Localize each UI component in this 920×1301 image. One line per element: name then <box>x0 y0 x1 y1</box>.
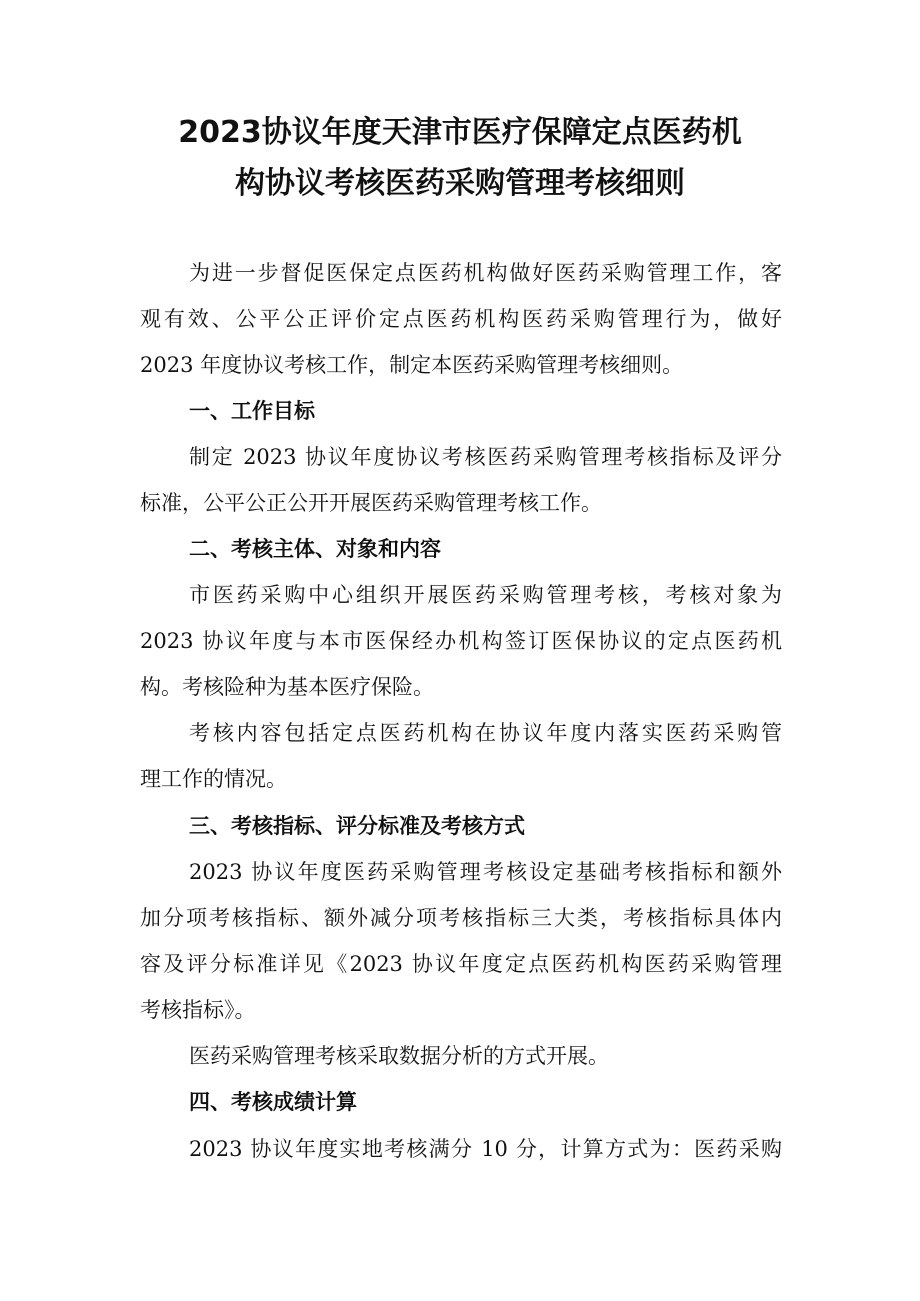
section-3-paragraph-line: 加分项考核指标、额外减分项考核指标三大类，考核指标具体内 <box>140 906 782 930</box>
section-2-paragraph-line: 考核内容包括定点医药机构在协议年度内落实医药采购管 <box>189 721 782 745</box>
section-3-paragraph-line: 2023 协议年度医药采购管理考核设定基础考核指标和额外 <box>189 860 782 884</box>
intro-paragraph-line: 2023 年度协议考核工作，制定本医药采购管理考核细则。 <box>140 353 684 377</box>
section-1-paragraph-line: 标准，公平公正公开开展医药采购管理考核工作。 <box>140 491 602 515</box>
intro-paragraph-line: 为进一步督促医保定点医药机构做好医药采购管理工作，客 <box>189 261 782 285</box>
section-2-paragraph-line: 构。考核险种为基本医疗保险。 <box>140 675 434 699</box>
section-1-heading: 一、工作目标 <box>189 399 315 423</box>
document-title-line-2: 构协议考核医药采购管理考核细则 <box>235 166 685 201</box>
section-2-paragraph-line: 理工作的情况。 <box>140 767 287 791</box>
section-4-heading: 四、考核成绩计算 <box>189 1090 357 1114</box>
section-3-paragraph-line: 医药采购管理考核采取数据分析的方式开展。 <box>189 1044 609 1068</box>
document-title-line-1: 2023协议年度天津市医疗保障定点医药机 <box>178 115 742 150</box>
section-2-heading: 二、考核主体、对象和内容 <box>189 537 441 561</box>
section-3-paragraph-line: 容及评分标准详见《2023 协议年度定点医药机构医药采购管理 <box>140 952 782 976</box>
section-2-paragraph-line: 市医药采购中心组织开展医药采购管理考核，考核对象为 <box>189 583 782 607</box>
section-2-paragraph-line: 2023 协议年度与本市医保经办机构签订医保协议的定点医药机 <box>140 629 782 653</box>
section-3-heading: 三、考核指标、评分标准及考核方式 <box>189 814 525 838</box>
section-1-paragraph-line: 制定 2023 协议年度协议考核医药采购管理考核指标及评分 <box>189 445 782 469</box>
intro-paragraph-line: 观有效、公平公正评价定点医药机构医药采购管理行为，做好 <box>140 307 782 331</box>
section-4-paragraph-line: 2023 协议年度实地考核满分 10 分，计算方式为：医药采购 <box>189 1137 782 1161</box>
section-3-paragraph-line: 考核指标》。 <box>140 998 256 1022</box>
